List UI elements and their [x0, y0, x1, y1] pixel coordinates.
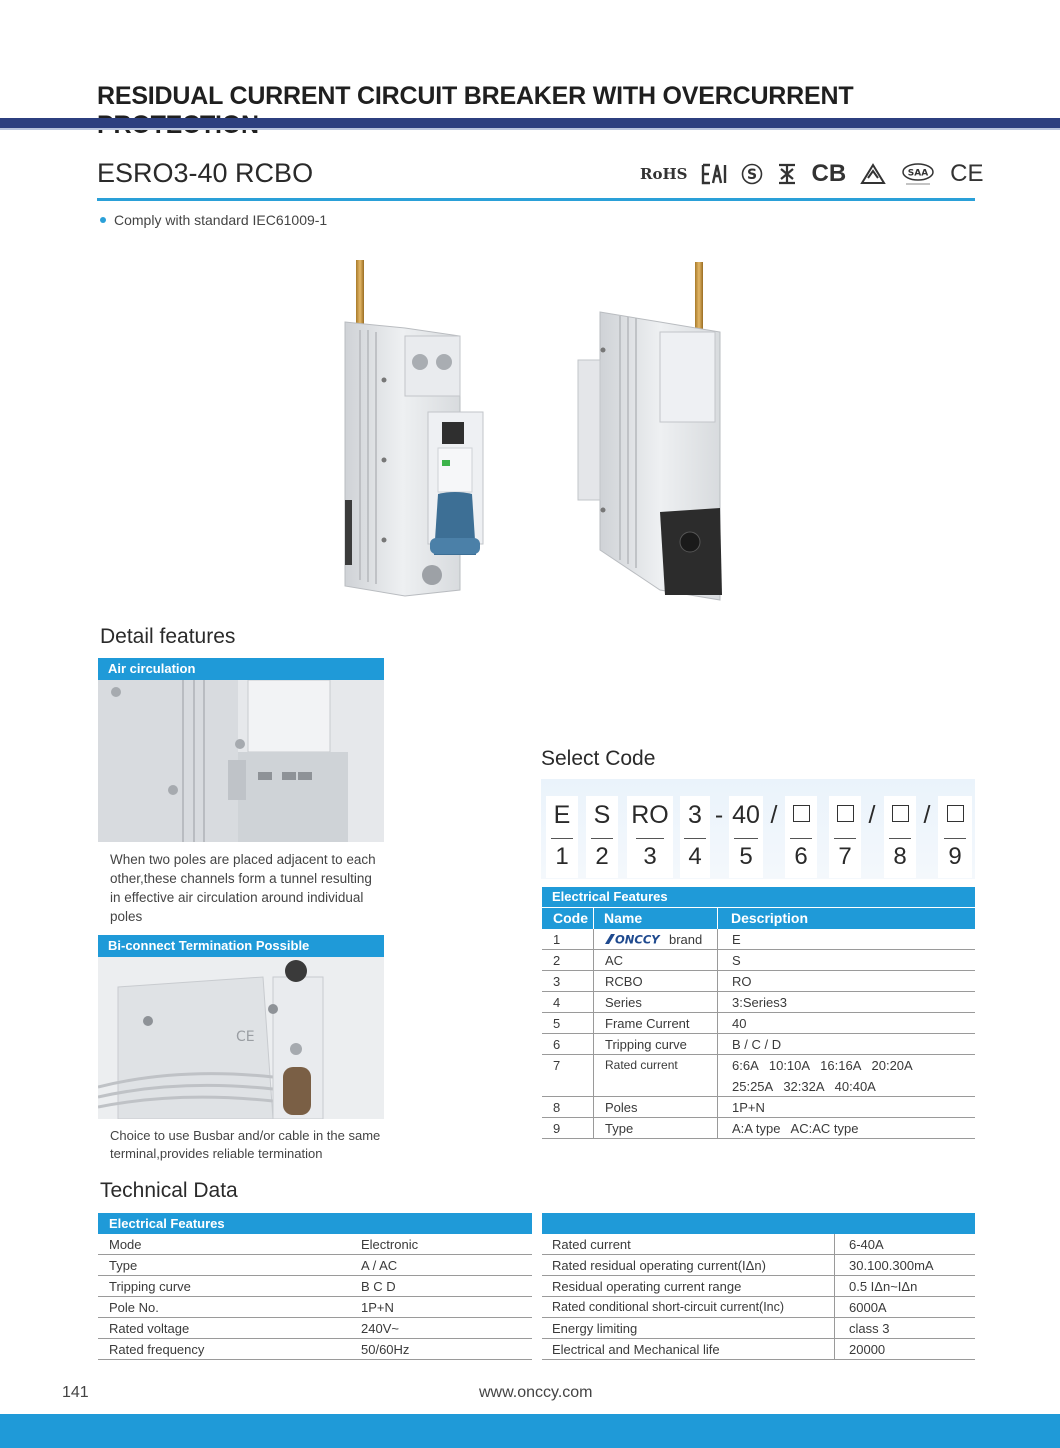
tech-label: Rated current [552, 1237, 631, 1252]
empty-code-box [947, 805, 964, 822]
footer-url-link[interactable]: www.onccy.com [479, 1384, 593, 1401]
row-divider [834, 1339, 835, 1359]
code-underline [834, 838, 856, 839]
row-divider [834, 1255, 835, 1275]
table-row [542, 1297, 975, 1318]
header-divider [593, 908, 594, 929]
table-row [98, 1297, 532, 1318]
row-divider [717, 1118, 718, 1138]
svg-text:CE: CE [236, 1029, 255, 1045]
code-sep-slash-2: / [868, 801, 876, 829]
row-divider [593, 1055, 594, 1096]
code-sep-dash: - [714, 801, 724, 829]
svg-text:SAA: SAA [907, 168, 929, 179]
row-name: Type [605, 1121, 634, 1136]
row-desc: 1P+N [732, 1100, 765, 1115]
row-divider [834, 1234, 835, 1254]
header-bar [0, 118, 1060, 128]
certification-marks [640, 160, 984, 188]
code-number-8: 8 [893, 843, 907, 870]
tech-label: Electrical and Mechanical life [552, 1342, 720, 1357]
row-name: RCBO [605, 974, 643, 989]
code-sep-slash-3: / [923, 801, 931, 829]
tech-value: class 3 [849, 1321, 890, 1336]
code-underline [734, 838, 758, 839]
row-divider [593, 1034, 594, 1054]
tech-label: Pole No. [109, 1300, 159, 1315]
table-row [98, 1339, 532, 1360]
tech-value: 0.5 IΔn~IΔn [849, 1279, 918, 1294]
s-mark-icon [741, 163, 763, 185]
tech-value: A / AC [361, 1258, 398, 1273]
row-name: Frame Current [605, 1016, 690, 1031]
saa-mark-icon [900, 161, 936, 187]
row-desc: S [732, 953, 741, 968]
row-desc-line2: 25:25A 32:32A 40:40A [732, 1079, 876, 1094]
row-divider [717, 1013, 718, 1033]
triangle-mark-icon [860, 163, 886, 185]
row-desc: 3:Series3 [732, 995, 787, 1010]
ix-mark-icon [777, 162, 797, 186]
tech-value: 6-40A [849, 1237, 884, 1252]
ce-mark: CE [950, 160, 984, 187]
row-code: 3 [553, 974, 561, 989]
row-divider [717, 1034, 718, 1054]
select-table-title: Electrical Features [542, 887, 975, 907]
row-divider [834, 1276, 835, 1296]
table-row [542, 1055, 975, 1097]
svg-text:S: S [747, 167, 758, 183]
row-code: 6 [553, 1037, 561, 1052]
table-row [542, 971, 975, 992]
table-row [542, 1097, 975, 1118]
row-name: Poles [605, 1100, 638, 1115]
row-divider [717, 929, 718, 949]
row-divider [593, 992, 594, 1012]
row-divider [717, 1097, 718, 1117]
tech-label: Type [109, 1258, 138, 1273]
tech-label: Rated conditional short-circuit current(Inc) [552, 1300, 785, 1314]
code-number-9: 9 [948, 843, 962, 870]
tech-right-title-bar [542, 1213, 975, 1234]
row-name: AC [605, 953, 624, 968]
onccy-logo [605, 933, 665, 948]
table-row [542, 929, 975, 950]
empty-code-box [793, 805, 810, 822]
row-name: Tripping curve [605, 1037, 687, 1052]
bullet-dot [100, 217, 106, 223]
row-divider [717, 1055, 718, 1096]
tech-label: Mode [109, 1237, 142, 1252]
empty-code-box [837, 805, 854, 822]
row-divider [593, 929, 594, 949]
detail-features-heading: Detail features [100, 625, 236, 648]
tech-value: 30.100.300mA [849, 1258, 934, 1273]
tech-label: Rated frequency [109, 1342, 205, 1357]
code-underline [790, 838, 812, 839]
header-bar-accent [0, 128, 1060, 130]
row-code: 9 [553, 1121, 561, 1136]
code-part-3: RO [631, 801, 669, 829]
row-divider [593, 1097, 594, 1117]
table-row [542, 1276, 975, 1297]
row-divider [593, 971, 594, 991]
cb-mark: CB [811, 160, 847, 187]
select-table-header-row [542, 908, 975, 929]
row-desc: 40 [732, 1016, 747, 1031]
table-row [98, 1318, 532, 1339]
table-row [542, 1034, 975, 1055]
row-code: 4 [553, 995, 561, 1010]
col-name-header: Name [604, 910, 643, 926]
code-part-2: S [593, 801, 611, 829]
row-code: 8 [553, 1100, 561, 1115]
code-underline [591, 838, 613, 839]
row-desc: E [732, 932, 741, 947]
code-part-6 [785, 801, 817, 830]
code-number-6: 6 [794, 843, 808, 870]
bi-connect-image [98, 957, 384, 1119]
code-sep-slash-1: / [770, 801, 778, 829]
code-number-2: 2 [595, 843, 609, 870]
table-row [542, 1318, 975, 1339]
row-name: Rated current [605, 1058, 678, 1072]
code-number-1: 1 [555, 843, 569, 870]
code-part-4: 3 [688, 801, 702, 829]
table-row [98, 1276, 532, 1297]
row-desc: B / C / D [732, 1037, 782, 1052]
tech-value: Electronic [361, 1237, 419, 1252]
code-underline [944, 838, 966, 839]
tech-value: 1P+N [361, 1300, 394, 1315]
row-divider [717, 992, 718, 1012]
code-number-7: 7 [838, 843, 852, 870]
col-desc-header: Description [731, 910, 809, 926]
technical-data-heading: Technical Data [100, 1179, 238, 1202]
row-code: 7 [553, 1058, 561, 1073]
code-part-9 [938, 801, 972, 830]
table-row [98, 1234, 532, 1255]
bi-connect-text: Choice to use Busbar and/or cable in the same terminal,provides reliable termination [110, 1128, 381, 1161]
table-row [98, 1255, 532, 1276]
tech-left-title: Electrical Features [98, 1213, 532, 1234]
product-photo [320, 250, 780, 620]
tech-label: Tripping curve [109, 1279, 191, 1294]
code-underline [636, 838, 664, 839]
air-circulation-image [98, 680, 384, 842]
table-row [542, 1118, 975, 1139]
product-title: ESRO3-40 RCBO [97, 158, 314, 188]
code-part-5: 40 [732, 801, 760, 829]
table-row [542, 992, 975, 1013]
row-code: 5 [553, 1016, 561, 1031]
standard-bullet [100, 212, 327, 228]
tech-value: B C D [361, 1279, 396, 1294]
row-divider [717, 950, 718, 970]
row-desc: A:A type AC:AC type [732, 1121, 859, 1136]
select-code-heading: Select Code [541, 747, 656, 770]
code-underline [889, 838, 911, 839]
code-part-7 [829, 801, 861, 830]
code-number-3: 3 [643, 843, 657, 870]
footer-bar [0, 1414, 1060, 1448]
row-name: Series [605, 995, 642, 1010]
code-number-4: 4 [688, 843, 702, 870]
row-name: brand [669, 932, 703, 947]
row-divider [593, 950, 594, 970]
tech-value: 20000 [849, 1342, 886, 1357]
code-underline [551, 838, 573, 839]
row-divider [593, 1013, 594, 1033]
tech-label: Rated voltage [109, 1321, 190, 1336]
eac-mark-icon [701, 163, 727, 185]
row-divider [593, 1118, 594, 1138]
table-row [542, 1013, 975, 1034]
brand-logo-text: ONCCY [615, 933, 660, 945]
bi-connect-bar: Bi-connect Termination Possible [98, 935, 384, 957]
page-number: 141 [62, 1384, 89, 1401]
rohs-mark: RoHS [640, 165, 688, 183]
code-part-1: E [553, 801, 571, 829]
row-divider [834, 1297, 835, 1317]
empty-code-box [892, 805, 909, 822]
code-part-8 [884, 801, 916, 830]
table-row [542, 950, 975, 971]
tech-value: 6000A [849, 1300, 887, 1315]
row-divider [717, 971, 718, 991]
header-divider [717, 908, 718, 929]
tech-label: Residual operating current range [552, 1279, 742, 1294]
air-circulation-text: When two poles are placed adjacent to each other,these channels form a tunnel resulting in effective air circulation around individual poles [110, 852, 376, 924]
row-desc: RO [732, 974, 752, 989]
tech-label: Energy limiting [552, 1321, 638, 1336]
tech-label: Rated residual operating current(IΔn) [552, 1258, 766, 1273]
standard-text: Comply with standard IEC61009-1 [114, 212, 328, 228]
tech-value: 50/60Hz [361, 1342, 410, 1357]
page-header-title: RESIDUAL CURRENT CIRCUIT BREAKER WITH OVERCURRENT [97, 82, 854, 110]
air-circulation-bar: Air circulation [98, 658, 384, 680]
row-desc: 6:6A 10:10A 16:16A 20:20A [732, 1058, 913, 1073]
tech-value: 240V~ [361, 1321, 399, 1336]
table-row [542, 1339, 975, 1360]
row-divider [834, 1318, 835, 1338]
row-code: 1 [553, 932, 561, 947]
row-code: 2 [553, 953, 561, 968]
title-rule [97, 198, 975, 201]
table-row [542, 1255, 975, 1276]
code-number-5: 5 [739, 843, 753, 870]
code-underline [684, 838, 706, 839]
table-row [542, 1234, 975, 1255]
col-code-header: Code [553, 910, 588, 926]
